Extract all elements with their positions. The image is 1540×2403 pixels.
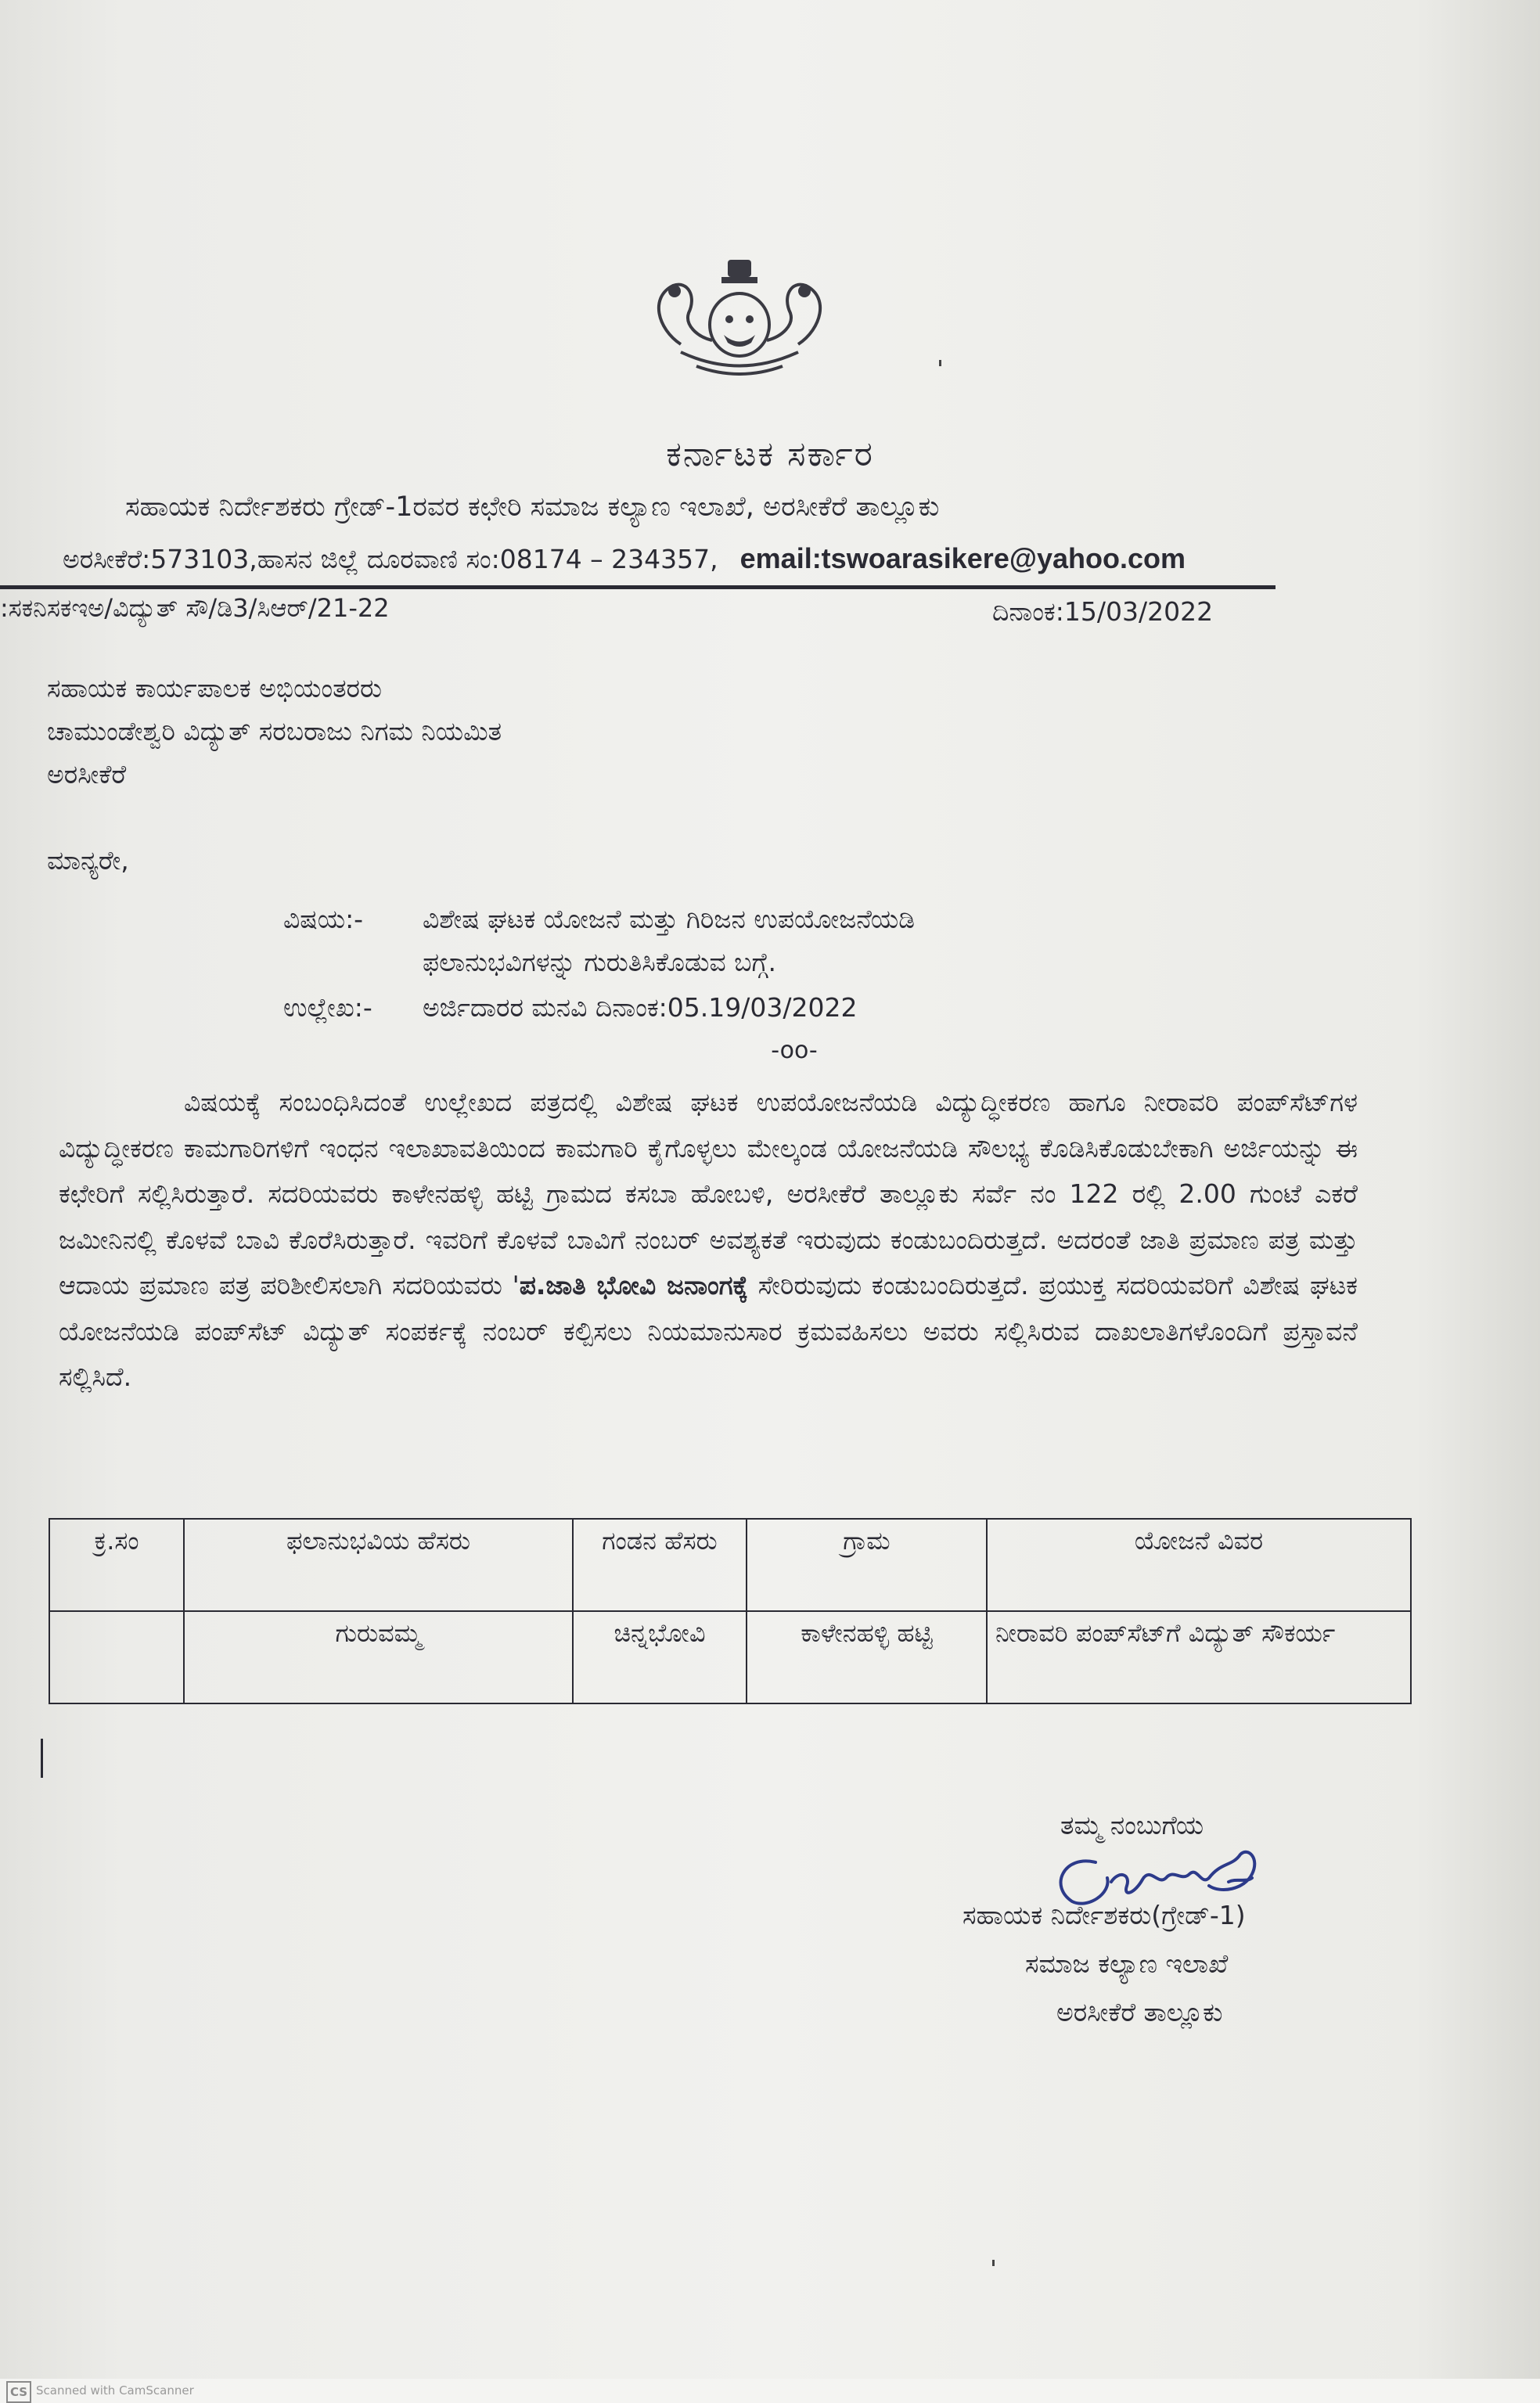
caste-text: ಪ.ಜಾತಿ ಭೋವಿ ಜನಾಂಗಕ್ಕೆ	[519, 1270, 748, 1300]
table-row	[49, 1611, 1411, 1703]
office-address	[63, 542, 1186, 575]
beneficiary-table	[49, 1518, 1412, 1704]
letter-date: ದಿನಾಂಕ:15/03/2022	[992, 596, 1214, 627]
address-text: ಅರಸೀಕೆರೆ:573103,ಹಾಸನ ಜಿಲ್ಲೆ ದೂರವಾಣಿ ಸಂ:08174 – 234357,	[63, 544, 718, 574]
header-husband-name: ಗಂಡನ ಹೆಸರು	[573, 1519, 747, 1611]
scanner-watermark: Scanned with CamScanner	[36, 2383, 194, 2398]
section-separator: -oo-	[771, 1037, 818, 1064]
signatory-place: ಅರಸೀಕೆರೆ ತಾಲ್ಲೂಕು	[1056, 1997, 1223, 2027]
salutation: ಮಾನ್ಯರೇ,	[47, 845, 129, 876]
closing-text: ತಮ್ಮ ನಂಬುಗೆಯ	[1060, 1810, 1204, 1840]
body-part-2: ಸೇರಿರುವುದು ಕಂಡುಬಂದಿರುತ್ತದೆ. ಪ್ರಯುಕ್ತ ಸದರಿಯವರಿಗೆ ವಿಶೇಷ ಘಟಕ ಯೋಜನೆಯಡಿ ಪಂಪ್‌ಸೆಟ್ ವಿದ್ಯುತ್ ಸಂಪರ್ಕಕ್ಕೆ ನಂಬರ್ ಕಲ್ಪಿಸಲು ನಿಯಮಾನುಸಾರ ಕ್ರಮವಹಿಸಲು ಅವರು ಸಲ್ಲಿಸಿರುವ ದಾಖಲಾತಿಗಳೊಂದಿಗೆ ಪ್ರಸ್ತಾವನೆ ಸಲ್ಲಿಸಿದೆ.	[59, 1270, 1358, 1392]
karnataka-emblem-icon	[634, 250, 845, 376]
scan-speck	[992, 2260, 995, 2266]
reference-label: ಉಲ್ಲೇಖ:-	[283, 992, 372, 1023]
letterhead-divider	[0, 585, 1276, 589]
header-village: ಗ್ರಾಮ	[747, 1519, 987, 1611]
header-scheme-details: ಯೋಜನೆ ವಿವರ	[987, 1519, 1411, 1611]
signatory-department: ಸಮಾಜ ಕಲ್ಯಾಣ ಇಲಾಖೆ	[1025, 1948, 1229, 1979]
body-part-1: ವಿಷಯಕ್ಕೆ ಸಂಬಂಧಿಸಿದಂತೆ ಉಲ್ಲೇಖದ ಪತ್ರದಲ್ಲಿ ವಿಶೇಷ ಘಟಕ ಉಪಯೋಜನೆಯಡಿ ವಿದ್ಯುದ್ಧೀಕರಣ ಹಾಗೂ ನೀರಾವರಿ ಪಂಪ್‌ಸೆಟ್‌ಗಳ ವಿದ್ಯುದ್ಧೀಕರಣ ಕಾಮಗಾರಿಗಳಿಗೆ ಇಂಧನ ಇಲಾಖಾವತಿಯಿಂದ ಕಾಮಗಾರಿ ಕೈಗೊಳ್ಳಲು ಮೇಲ್ಕಂಡ ಯೋಜನೆಯಡಿ ಸೌಲಭ್ಯ ಕೊಡಿಸಿಕೊಡುಬೇಕಾಗಿ ಅರ್ಜಿಯನ್ನು ಈ ಕಛೇರಿಗೆ ಸಲ್ಲಿಸಿರುತ್ತಾರೆ. ಸದರಿಯವರು ಕಾಳೇನಹಳ್ಳಿ ಹಟ್ಟಿ ಗ್ರಾಮದ ಕಸಬಾ ಹೋಬಳಿ, ಅರಸೀಕೆರೆ ತಾಲ್ಲೂಕು ಸರ್ವೆ ನಂ 122 ರಲ್ಲಿ 2.00 ಗುಂಟೆ ಎಕರೆ ಜಮೀನಿನಲ್ಲಿ ಕೊಳವೆ ಬಾವಿ ಕೊರೆಸಿರುತ್ತಾರೆ. ಇವರಿಗೆ ಕೊಳವೆ ಬಾವಿಗೆ ನಂಬರ್ ಅವಶ್ಯಕತೆ ಇರುವುದು ಕಂಡುಬಂದಿರುತ್ತದೆ. ಅದರಂತೆ ಜಾತಿ ಪ್ರಮಾಣ ಪತ್ರ ಮತ್ತು ಆದಾಯ ಪ್ರಮಾಣ ಪತ್ರ ಪರಿಶೀಲಿಸಲಾಗಿ ಸದರಿಯವರು '	[59, 1087, 1358, 1300]
table-header-row	[49, 1519, 1411, 1611]
cell-village: ಕಾಳೇನಹಳ್ಳಿ ಹಟ್ಟಿ	[747, 1611, 987, 1703]
signatory-designation: ಸಹಾಯಕ ನಿರ್ದೇಶಕರು(ಗ್ರೇಡ್-1)	[962, 1900, 1246, 1930]
scanner-footer	[0, 2379, 1540, 2403]
reference-text: ಅರ್ಜಿದಾರರ ಮನವಿ ದಿನಾಂಕ:05.19/03/2022	[423, 992, 858, 1023]
subject-label: ವಿಷಯ:-	[283, 904, 364, 934]
camscanner-icon: CS	[6, 2381, 31, 2403]
government-title: ಕರ್ನಾಟಕ ಸರ್ಕಾರ	[666, 434, 874, 474]
recipient-line-2: ಚಾಮುಂಡೇಶ್ವರಿ ವಿದ್ಯುತ್ ಸರಬರಾಜು ನಿಗಮ ನಿಯಮಿತ	[47, 716, 502, 746]
reference-number: :ಸಕನಿಸಕಇಅ/ವಿದ್ಯುತ್ ಸೌ/ಡಿ3/ಸಿಆರ್/21-22	[0, 593, 390, 623]
margin-mark	[41, 1739, 43, 1778]
recipient-line-3: ಅರಸೀಕೆರೆ	[47, 759, 127, 790]
office-email: email:tswoarasikere@yahoo.com	[739, 542, 1186, 574]
letter-body	[59, 1080, 1358, 1401]
cell-beneficiary-name: ಗುರುವಮ್ಮ	[184, 1611, 573, 1703]
scan-speck	[939, 360, 941, 366]
recipient-line-1: ಸಹಾಯಕ ಕಾರ್ಯಪಾಲಕ ಅಭಿಯಂತರರು	[47, 673, 382, 703]
cell-husband-name: ಚಿನ್ನಭೋವಿ	[573, 1611, 747, 1703]
subject-line-2: ಫಲಾನುಭವಿಗಳನ್ನು ಗುರುತಿಸಿಕೊಡುವ ಬಗ್ಗೆ.	[423, 947, 777, 977]
header-beneficiary-name: ಫಲಾನುಭವಿಯ ಹೆಸರು	[184, 1519, 573, 1611]
header-serial: ಕ್ರ.ಸಂ	[49, 1519, 184, 1611]
subject-line-1: ವಿಶೇಷ ಘಟಕ ಯೋಜನೆ ಮತ್ತು ಗಿರಿಜನ ಉಪಯೋಜನೆಯಡಿ	[423, 904, 916, 934]
cell-serial	[49, 1611, 184, 1703]
cell-scheme-details: ನೀರಾವರಿ ಪಂಪ್‌ಸೆಟ್‌ಗೆ ವಿದ್ಯುತ್ ಸೌಕರ್ಯ	[987, 1611, 1411, 1703]
office-name: ಸಹಾಯಕ ನಿರ್ದೇಶಕರು ಗ್ರೇಡ್-1ರವರ ಕಛೇರಿ ಸಮಾಜ ಕಲ್ಯಾಣ ಇಲಾಖೆ, ಅರಸೀಕೆರೆ ತಾಲ್ಲೂಕು	[125, 491, 940, 523]
